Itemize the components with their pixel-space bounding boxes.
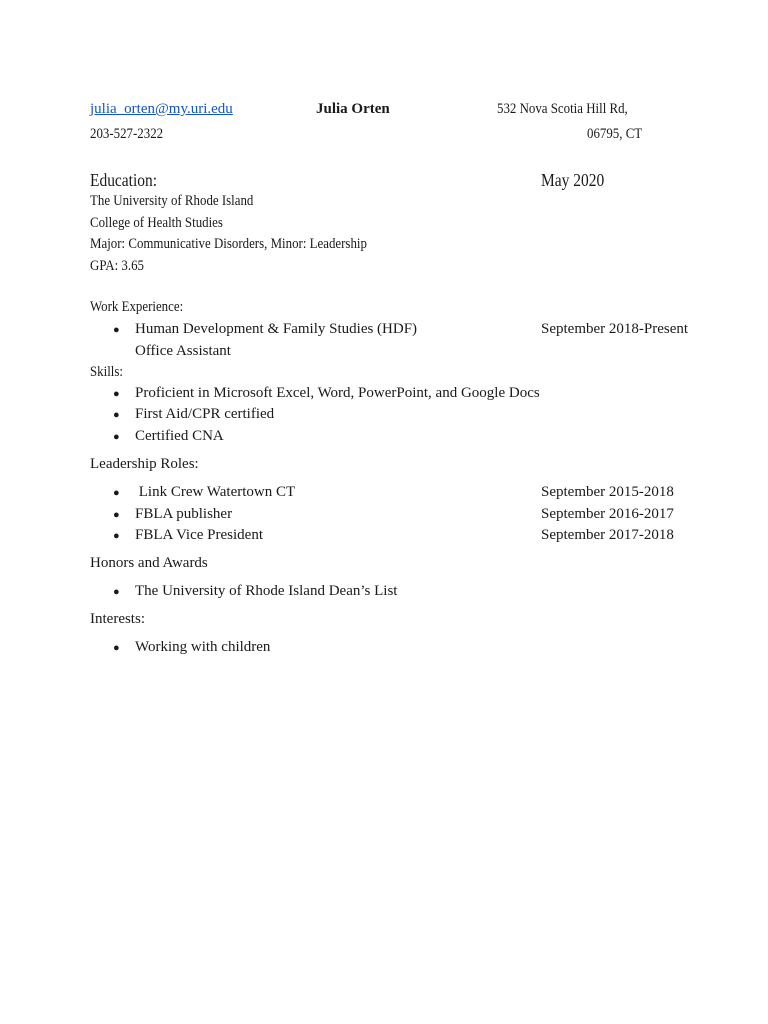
leadership-item-date: September 2015-2018 xyxy=(541,484,674,500)
applicant-name: Julia Orten xyxy=(316,101,390,117)
bullet-icon: ● xyxy=(113,509,120,521)
education-college: College of Health Studies xyxy=(90,215,223,231)
work-item-date: September 2018-Present xyxy=(541,321,689,337)
education-gpa: GPA: 3.65 xyxy=(90,258,145,274)
work-item-title: Human Development & Family Studies (HDF) xyxy=(135,321,418,337)
bullet-icon: ● xyxy=(113,642,120,654)
bullet-icon: ● xyxy=(113,586,120,598)
work-heading: Work Experience: xyxy=(90,299,184,315)
leadership-heading: Leadership Roles: xyxy=(90,456,199,472)
leadership-item-title: FBLA Vice President xyxy=(135,527,263,543)
email-link[interactable]: julia_orten@my.uri.edu xyxy=(90,101,233,117)
skills-item: Certified CNA xyxy=(135,428,224,444)
skills-item: First Aid/CPR certified xyxy=(135,406,275,422)
skills-heading: Skills: xyxy=(90,364,123,380)
leadership-item-title: FBLA publisher xyxy=(135,506,233,522)
education-date: May 2020 xyxy=(541,170,605,190)
leadership-item-date: September 2017-2018 xyxy=(541,527,674,543)
address-line-2: 06795, CT xyxy=(587,126,643,142)
bullet-icon: ● xyxy=(113,530,120,542)
work-item-subtitle: Office Assistant xyxy=(135,343,231,359)
address-line-1: 532 Nova Scotia Hill Rd, xyxy=(497,101,628,117)
education-school: The University of Rhode Island xyxy=(90,193,254,209)
honors-item: The University of Rhode Island Dean’s List xyxy=(135,583,398,599)
education-heading: Education: xyxy=(90,170,158,190)
honors-heading: Honors and Awards xyxy=(90,555,208,571)
leadership-item-title: Link Crew Watertown CT xyxy=(135,484,296,500)
interests-item: Working with children xyxy=(135,639,271,655)
bullet-icon: ● xyxy=(113,409,120,421)
interests-heading: Interests: xyxy=(90,611,145,627)
bullet-icon: ● xyxy=(113,431,120,443)
phone-number: 203-527-2322 xyxy=(90,126,164,142)
leadership-item-date: September 2016-2017 xyxy=(541,506,674,522)
bullet-icon: ● xyxy=(113,324,120,336)
bullet-icon: ● xyxy=(113,487,120,499)
bullet-icon: ● xyxy=(113,388,120,400)
education-major: Major: Communicative Disorders, Minor: Leadership xyxy=(90,236,367,252)
skills-item: Proficient in Microsoft Excel, Word, PowerPoint, and Google Docs xyxy=(135,385,540,401)
